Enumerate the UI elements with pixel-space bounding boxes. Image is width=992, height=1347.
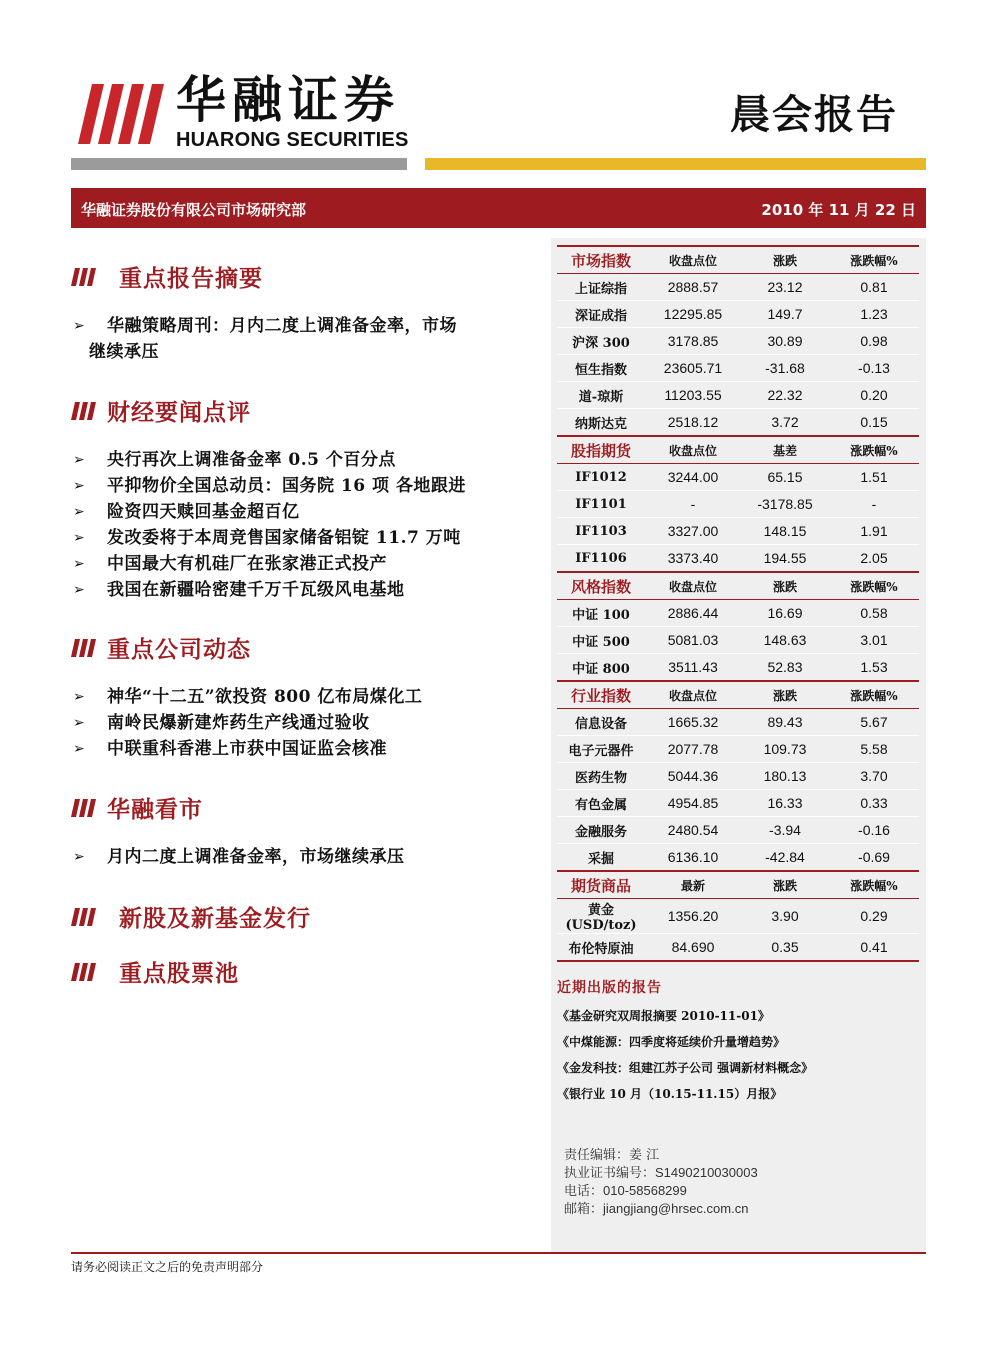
table-row (557, 545, 919, 573)
cell-value: 2077.78 (645, 736, 741, 763)
cell-value: 23.12 (741, 274, 829, 301)
table-row (557, 409, 919, 437)
table-row (557, 355, 919, 382)
cell-value: 12295.85 (645, 301, 741, 328)
cell-value: 3.72 (741, 409, 829, 437)
cell-value: 148.63 (741, 627, 829, 654)
organization-name: 华融证券股份有限公司市场研究部 (81, 201, 307, 219)
list-item: ➢ 中国最大有机硅厂在张家港正式投产 (71, 551, 466, 577)
org-date-bar (71, 188, 926, 228)
row-label: IF1106 (557, 545, 645, 573)
table-row (557, 274, 919, 301)
cell-value: 1356.20 (645, 899, 741, 934)
cell-value: 0.41 (829, 934, 919, 962)
row-label: 道-琼斯 (557, 382, 645, 409)
recent-reports-list (557, 1003, 813, 1107)
editor-row: 责任编辑：姜 江 (564, 1148, 660, 1163)
table-row (557, 518, 919, 545)
column-header: 涨跌幅% (829, 871, 919, 899)
cell-value: 0.20 (829, 382, 919, 409)
row-label: 电子元器件 (557, 736, 645, 763)
row-label: 深证成指 (557, 301, 645, 328)
section-slash-icon (71, 799, 97, 817)
section-title (71, 631, 251, 664)
list-item: ➢ 华融策略周刊：月内二度上调准备金率，市场 (71, 313, 457, 339)
cell-value: 0.33 (829, 790, 919, 817)
cell-value: -31.68 (741, 355, 829, 382)
cell-value: 22.32 (741, 382, 829, 409)
cell-value: 16.33 (741, 790, 829, 817)
cell-value: 23605.71 (645, 355, 741, 382)
table-section-title: 风格指数 (557, 572, 645, 600)
table-section-title: 市场指数 (557, 246, 645, 274)
row-label: 布伦特原油 (557, 934, 645, 962)
cell-value: - (829, 491, 919, 518)
row-label: 中证 500 (557, 627, 645, 654)
row-label: 采掘 (557, 844, 645, 872)
table-header-row (557, 681, 919, 709)
table-row (557, 763, 919, 790)
cell-value: 16.69 (741, 600, 829, 627)
cell-value: 109.73 (741, 736, 829, 763)
section-slash-icon (71, 268, 97, 286)
cell-value: 194.55 (741, 545, 829, 573)
market-data-table (557, 245, 919, 962)
arrow-bullet-icon: ➢ (73, 582, 86, 598)
cell-value: 148.15 (741, 518, 829, 545)
arrow-bullet-icon: ➢ (73, 689, 86, 705)
cell-value: 0.81 (829, 274, 919, 301)
logo-mark-icon (78, 84, 164, 144)
table-header-row (557, 572, 919, 600)
cell-value: 2518.12 (645, 409, 741, 437)
finance-news-list (71, 447, 466, 603)
section-title (71, 791, 203, 824)
document-type-title: 晨会报告 (730, 91, 898, 138)
list-item: ➢ 央行再次上调准备金率 0.5 个百分点 (71, 447, 466, 473)
column-header: 收盘点位 (645, 436, 741, 464)
table-section-title: 期货商品 (557, 871, 645, 899)
table-row (557, 600, 919, 627)
list-item: ➢ 险资四天赎回基金超百亿 (71, 499, 466, 525)
table-row (557, 899, 919, 934)
section-slash-icon (71, 639, 97, 657)
market-view-list (71, 844, 405, 870)
list-item: ➢ 平抑物价全国总动员：国务院 16 项 各地跟进 (71, 473, 466, 499)
recent-report-link[interactable]: 《金发科技：组建江苏子公司 强调新材料概念》 (557, 1061, 814, 1075)
cell-value: -42.84 (741, 844, 829, 872)
cell-value: 2480.54 (645, 817, 741, 844)
disclaimer-text: 请务必阅读正文之后的免责声明部分 (71, 1260, 264, 1274)
brand-name-en: HUARONG SECURITIES (176, 129, 409, 151)
row-label: 中证 800 (557, 654, 645, 682)
cell-value: 65.15 (741, 464, 829, 491)
section-stock-pool (71, 955, 239, 988)
email-link[interactable]: jiangjiang@hrsec.com.cn (603, 1201, 749, 1216)
cell-value: 0.35 (741, 934, 829, 962)
arrow-bullet-icon: ➢ (73, 530, 86, 546)
table-row (557, 301, 919, 328)
cell-value: 11203.55 (645, 382, 741, 409)
list-item: ➢ 神华“十二五”欲投资 800 亿布局煤化工 (71, 684, 422, 710)
column-header: 涨跌幅% (829, 246, 919, 274)
table-header-row (557, 436, 919, 464)
brand-name-cn: 华融证券 (176, 71, 400, 129)
column-header: 收盘点位 (645, 246, 741, 274)
cell-value: 52.83 (741, 654, 829, 682)
table-row (557, 790, 919, 817)
table-row (557, 844, 919, 872)
section-slash-icon (71, 963, 97, 981)
cell-value: 3327.00 (645, 518, 741, 545)
section-new-issues (71, 900, 311, 933)
header-bar-gold (425, 158, 926, 170)
cell-value: -0.16 (829, 817, 919, 844)
cell-value: 2.05 (829, 545, 919, 573)
table-row (557, 328, 919, 355)
arrow-bullet-icon: ➢ (73, 452, 86, 468)
row-label: 中证 100 (557, 600, 645, 627)
recent-report-link[interactable]: 《中煤能源：四季度将延续价升量增趋势》 (557, 1035, 786, 1049)
table-section-title: 行业指数 (557, 681, 645, 709)
cell-value: 3244.00 (645, 464, 741, 491)
column-header: 涨跌幅% (829, 436, 919, 464)
row-label: 金融服务 (557, 817, 645, 844)
list-item: ➢ 月内二度上调准备金率，市场继续承压 (71, 844, 405, 870)
cell-value: 1.53 (829, 654, 919, 682)
report-date: 2010 年 11 月 22 日 (761, 201, 916, 219)
cell-value: 2886.44 (645, 600, 741, 627)
cell-value: 6136.10 (645, 844, 741, 872)
phone-row: 电话：010-58568299 (564, 1183, 687, 1199)
cell-value: 3.70 (829, 763, 919, 790)
footer-divider (71, 1252, 926, 1254)
arrow-bullet-icon: ➢ (73, 741, 86, 757)
cell-value: - (645, 491, 741, 518)
email-row: 邮箱：jiangjiang@hrsec.com.cn (564, 1201, 749, 1217)
table-row (557, 817, 919, 844)
cell-value: -3.94 (741, 817, 829, 844)
row-label: 医药生物 (557, 763, 645, 790)
table-header-row (557, 246, 919, 274)
table-row (557, 464, 919, 491)
cell-value: 149.7 (741, 301, 829, 328)
list-item: ➢ 南岭民爆新建炸药生产线通过验收 (71, 710, 422, 736)
cell-value: 0.29 (829, 899, 919, 934)
cell-value: 0.98 (829, 328, 919, 355)
table-row (557, 627, 919, 654)
section-company-news (71, 631, 251, 664)
column-header: 涨跌 (741, 871, 829, 899)
contact-info (564, 1147, 758, 1218)
arrow-bullet-icon: ➢ (73, 849, 86, 865)
table-row (557, 709, 919, 736)
section-title-text: 重点公司动态 (107, 636, 251, 663)
cell-value: -0.69 (829, 844, 919, 872)
cell-value: 0.15 (829, 409, 919, 437)
table-header-row (557, 871, 919, 899)
row-label: 黄金(USD/toz) (557, 899, 645, 934)
column-header: 涨跌幅% (829, 572, 919, 600)
section-title (71, 955, 239, 988)
cell-value: 1.23 (829, 301, 919, 328)
cell-value: 30.89 (741, 328, 829, 355)
row-label: IF1101 (557, 491, 645, 518)
column-header: 涨跌幅% (829, 681, 919, 709)
cell-value: 4954.85 (645, 790, 741, 817)
section-title-text: 新股及新基金发行 (119, 905, 311, 932)
cell-value: 1.91 (829, 518, 919, 545)
section-title-text: 重点报告摘要 (119, 265, 263, 292)
column-header: 涨跌 (741, 572, 829, 600)
table-section-title: 股指期货 (557, 436, 645, 464)
cell-value: 5044.36 (645, 763, 741, 790)
cell-value: 3.01 (829, 627, 919, 654)
arrow-bullet-icon: ➢ (73, 556, 86, 572)
table-row (557, 736, 919, 763)
section-title (71, 900, 311, 933)
recent-report-link[interactable]: 《银行业 10 月（10.15-11.15）月报》 (557, 1087, 783, 1101)
cell-value: 84.690 (645, 934, 741, 962)
table-row (557, 382, 919, 409)
section-title (71, 260, 263, 293)
table-row (557, 491, 919, 518)
cell-value: 3.90 (741, 899, 829, 934)
recent-report-link[interactable]: 《基金研究双周报摘要 2010-11-01》 (557, 1009, 770, 1023)
arrow-bullet-icon: ➢ (73, 318, 86, 334)
row-label: 恒生指数 (557, 355, 645, 382)
row-label: 信息设备 (557, 709, 645, 736)
section-market-view (71, 791, 203, 824)
header-bar-gray (71, 158, 407, 170)
recent-reports-title: 近期出版的报告 (557, 980, 662, 996)
cell-value: 1.51 (829, 464, 919, 491)
row-label: 上证综指 (557, 274, 645, 301)
column-header: 收盘点位 (645, 572, 741, 600)
row-label: 有色金属 (557, 790, 645, 817)
section-title-text: 重点股票池 (119, 960, 239, 987)
row-label: 纳斯达克 (557, 409, 645, 437)
section-title (71, 394, 251, 427)
cell-value: 89.43 (741, 709, 829, 736)
row-label: 沪深 300 (557, 328, 645, 355)
list-item: ➢ 中联重科香港上市获中国证监会核准 (71, 736, 422, 762)
list-item: ➢ 发改委将于本周竞售国家储备铝锭 11.7 万吨 (71, 525, 466, 551)
row-label: IF1012 (557, 464, 645, 491)
company-news-list (71, 684, 422, 762)
section-title-text: 华融看市 (107, 796, 203, 823)
row-label: IF1103 (557, 518, 645, 545)
table-row (557, 934, 919, 962)
cell-value: 5.58 (829, 736, 919, 763)
section-key-reports (71, 260, 263, 293)
cell-value: 0.58 (829, 600, 919, 627)
cell-value: 5.67 (829, 709, 919, 736)
column-header: 收盘点位 (645, 681, 741, 709)
cell-value: 3511.43 (645, 654, 741, 682)
section-finance-news (71, 394, 251, 427)
cell-value: -3178.85 (741, 491, 829, 518)
cell-value: 3178.85 (645, 328, 741, 355)
cell-value: 1665.32 (645, 709, 741, 736)
cell-value: 180.13 (741, 763, 829, 790)
column-header: 基差 (741, 436, 829, 464)
list-item-continuation: 继续承压 (89, 342, 159, 362)
column-header: 涨跌 (741, 246, 829, 274)
column-header: 最新 (645, 871, 741, 899)
cell-value: -0.13 (829, 355, 919, 382)
column-header: 涨跌 (741, 681, 829, 709)
section-title-text: 财经要闻点评 (107, 399, 251, 426)
cell-value: 3373.40 (645, 545, 741, 573)
section-slash-icon (71, 402, 97, 420)
cell-value: 2888.57 (645, 274, 741, 301)
section-slash-icon (71, 908, 97, 926)
arrow-bullet-icon: ➢ (73, 504, 86, 520)
cell-value: 5081.03 (645, 627, 741, 654)
license-row: 执业证书编号：S1490210030003 (564, 1165, 758, 1181)
table-row (557, 654, 919, 682)
arrow-bullet-icon: ➢ (73, 478, 86, 494)
list-item: ➢ 我国在新疆哈密建千万千瓦级风电基地 (71, 577, 466, 603)
key-reports-list (71, 313, 457, 365)
arrow-bullet-icon: ➢ (73, 715, 86, 731)
